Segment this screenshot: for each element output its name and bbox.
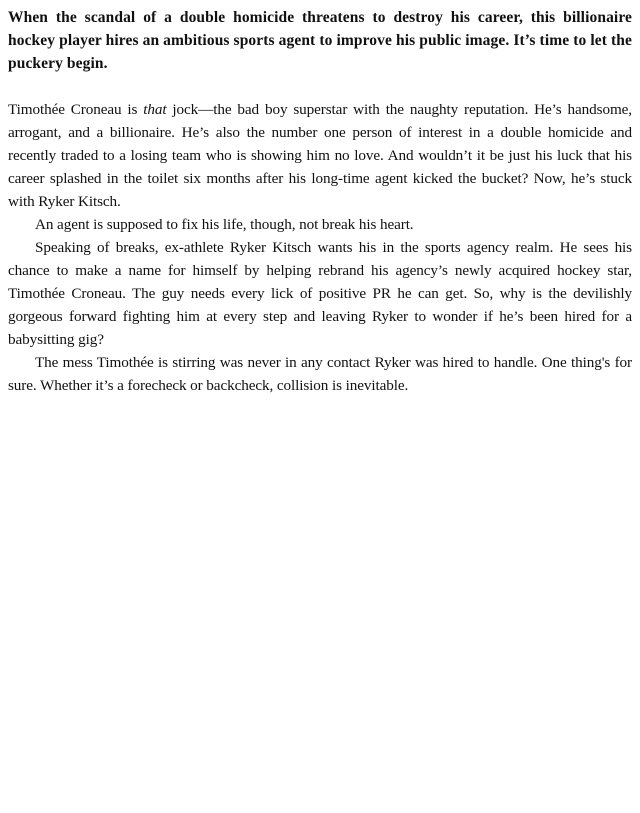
paragraph-4: The mess Timothée is stirring was never in any contact Ryker was hired to handle. One thing's for sure. Whether it’s a forecheck or backcheck, collision is inevitable.: [8, 354, 632, 394]
paragraph-1-rest: jock—the bad boy superstar with the naughty reputation. He’s handsome, arrogant, and a billionaire. He’s also the number one person of interest in a double homicide and recently traded to a losing team who is showing him no love. And wouldn’t it be just his luck that his career splashed in the toilet six months after his long-time agent kicked the bucket? Now, he’s stuck with Ryker Kitsch.: [8, 101, 632, 210]
paragraph-1: [8, 98, 632, 213]
tagline: When the scandal of a double homicide threatens to destroy his career, this billionaire hockey player hires an ambitious sports agent to improve his public image. It’s time to let the puckery begin.: [8, 9, 632, 72]
paragraph-2: An agent is supposed to fix his life, though, not break his heart.: [35, 216, 414, 233]
paragraph-1-start: Timothée Croneau is: [8, 101, 144, 118]
emphasis-that: that: [143, 101, 167, 118]
document-page: [8, 6, 632, 397]
paragraph-3: Speaking of breaks, ex-athlete Ryker Kitsch wants his in the sports agency realm. He sees his chance to make a name for himself by helping rebrand his agency’s newly acquired hockey star, Timothée Croneau. The guy needs every lick of positive PR he can get. So, why is the devilishly gorgeous forward fighting him at every step and leaving Ryker to wonder if he’s been hired for a babysitting gig?: [8, 239, 632, 348]
book-blurb: [8, 98, 632, 397]
